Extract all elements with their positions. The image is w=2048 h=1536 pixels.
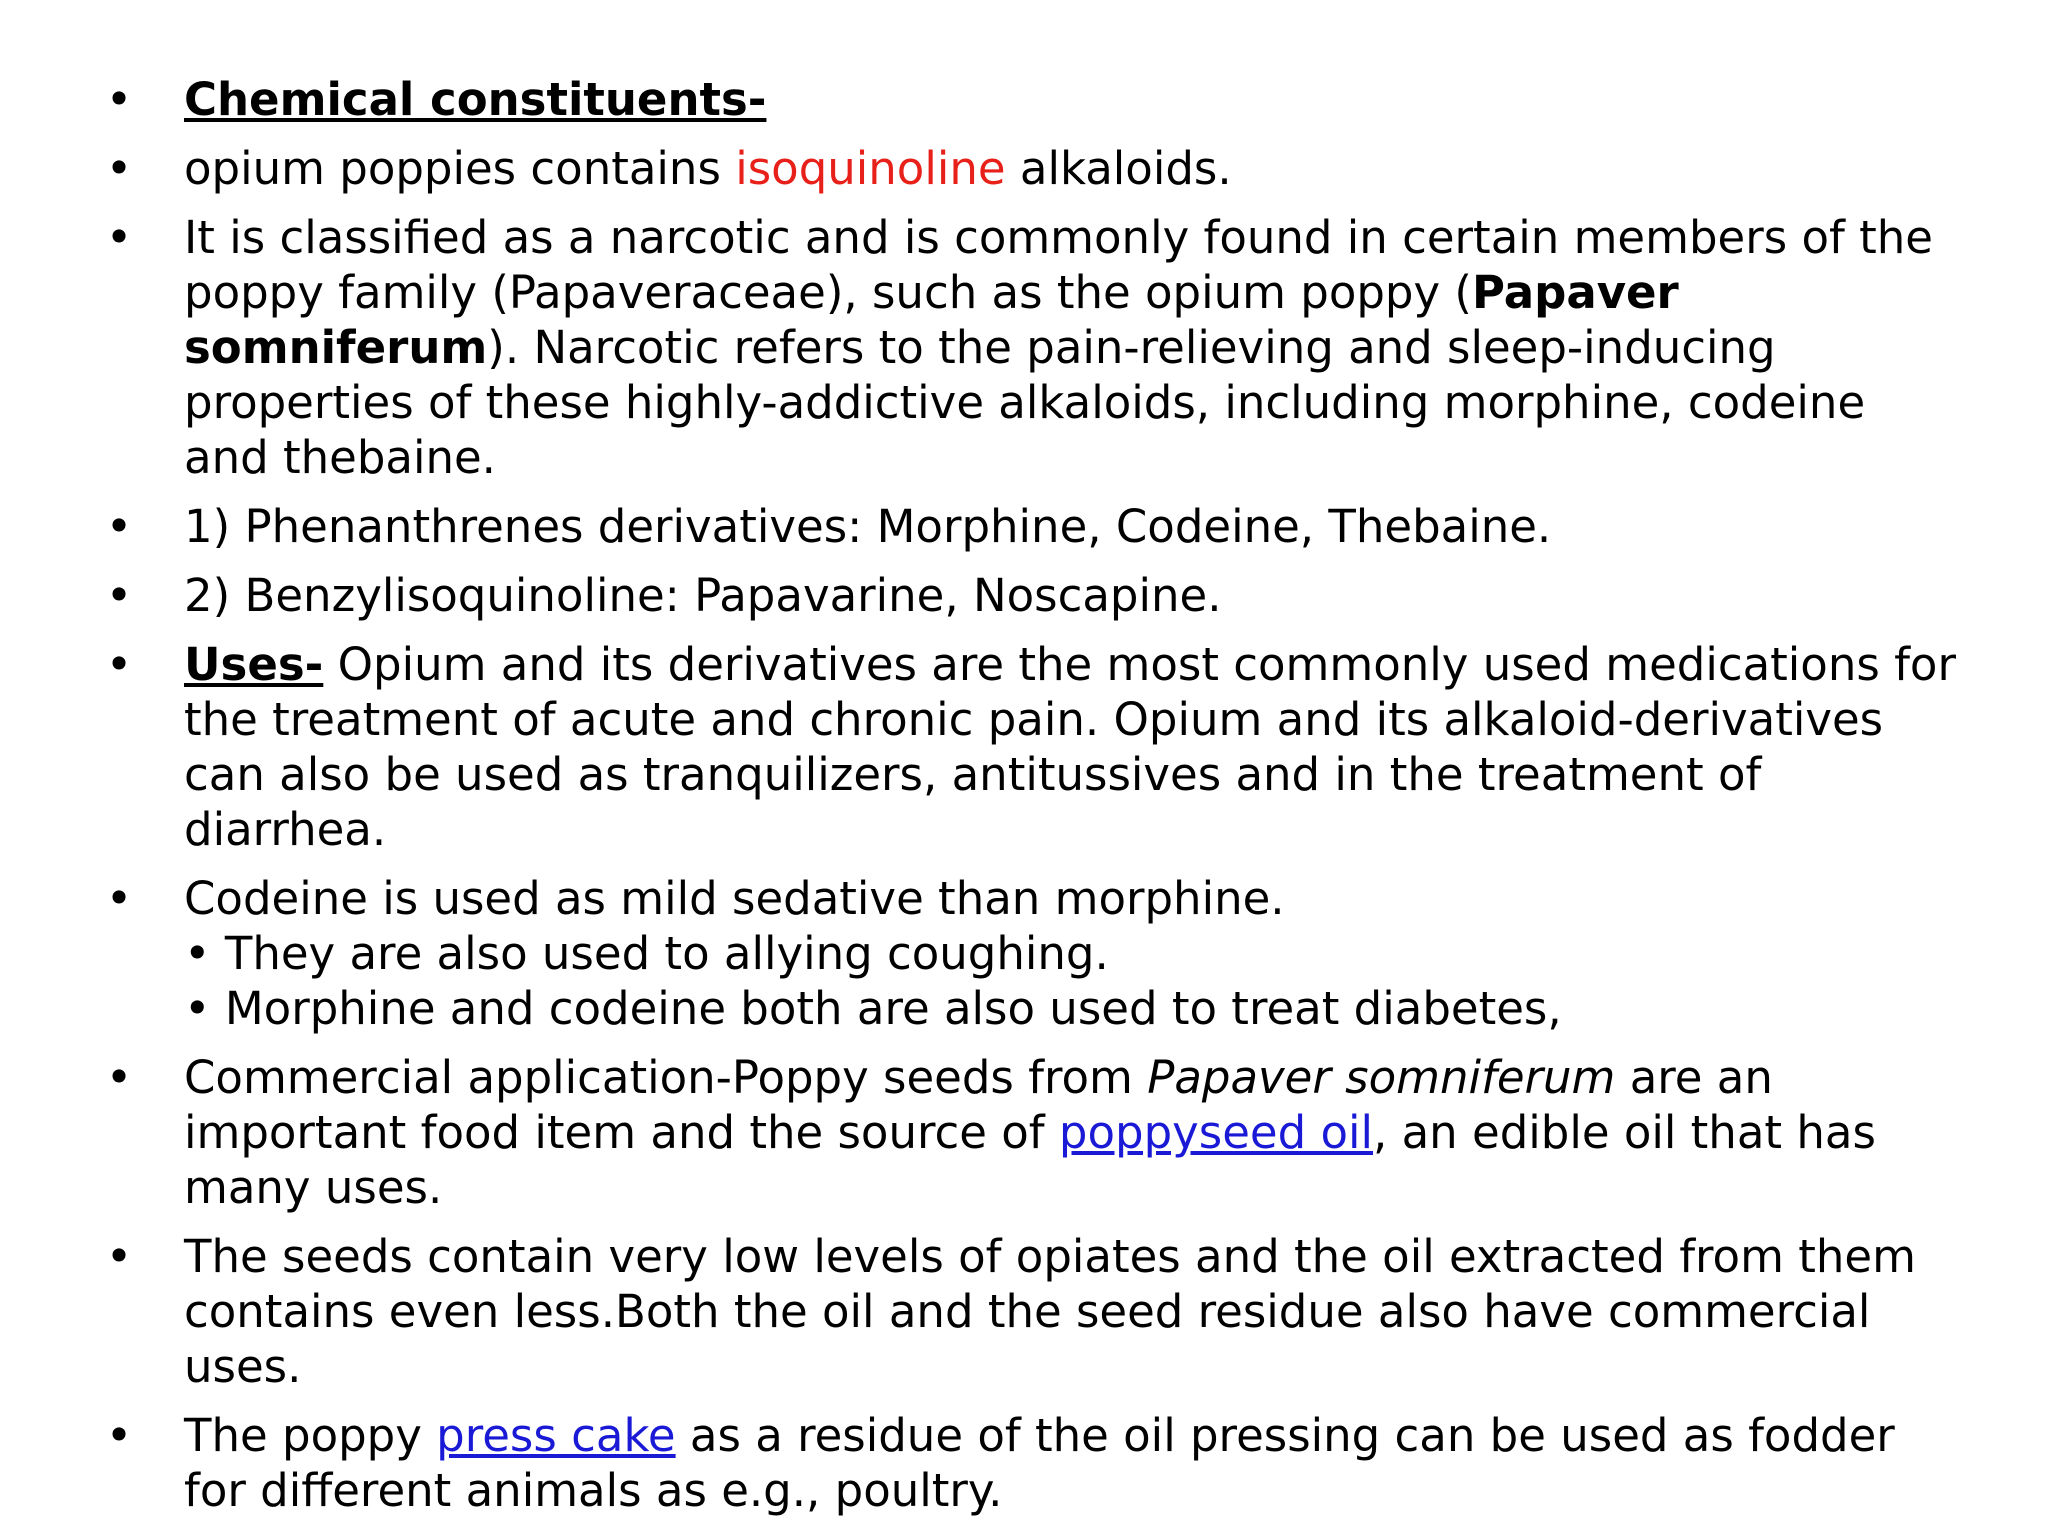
italic-species-name: Papaver somniferum xyxy=(1147,1051,1616,1104)
bullet-dot: • xyxy=(105,500,133,553)
bullet-text: opium poppies contains xyxy=(184,142,736,195)
bullet-dot: • xyxy=(105,872,133,925)
bullet-dot: • xyxy=(105,569,133,622)
bullet-text: , an edible oil that has many uses. xyxy=(184,1106,1876,1214)
bullet-text: Opium and its derivatives are the most commonly used medications for the treatment of acute and chronic pain. Opium and its alkaloid-derivatives can also be used as tranquilizers, antitussives and in the treatment of diarrhea. xyxy=(184,638,1956,856)
bullet-dot: • xyxy=(105,638,133,691)
bullet-dot: • xyxy=(105,142,133,195)
poppyseed-oil-link[interactable]: poppyseed oil xyxy=(1058,1106,1373,1159)
bullet-item-press-cake xyxy=(104,1408,1964,1518)
sub-bullet-text: • Morphine and codeine both are also used to treat diabetes, xyxy=(184,982,1562,1035)
bullet-item-isoquinoline xyxy=(104,141,1964,196)
bullet-item-benzylisoquinoline xyxy=(104,568,1964,623)
bullet-text: Commercial application-Poppy seeds from xyxy=(184,1051,1148,1104)
bullet-dot: • xyxy=(105,73,133,126)
bullet-item-uses xyxy=(104,637,1964,857)
bullet-item-chemical-constituents xyxy=(104,72,1964,127)
bullet-text: 2) Benzylisoquinoline: Papavarine, Noscapine. xyxy=(184,569,1222,622)
sub-bullet-text: • They are also used to allying coughing. xyxy=(184,927,1109,980)
bullet-list xyxy=(104,72,1964,1532)
bullet-item-narcotic xyxy=(104,210,1964,485)
bullet-text: as a residue of the oil pressing can be used as fodder for different animals as e.g., poultry. xyxy=(184,1409,1895,1517)
bold-species-name: Papaver somniferum xyxy=(184,266,1679,374)
bullet-dot: • xyxy=(105,1409,133,1462)
press-cake-link[interactable]: press cake xyxy=(436,1409,676,1462)
section-heading: Chemical constituents- xyxy=(184,73,767,126)
bullet-item-phenanthrenes xyxy=(104,499,1964,554)
bullet-text: 1) Phenanthrenes derivatives: Morphine, Codeine, Thebaine. xyxy=(184,500,1552,553)
uses-label: Uses- xyxy=(184,638,324,691)
bullet-text: alkaloids. xyxy=(1005,142,1232,195)
bullet-item-commercial-application xyxy=(104,1050,1964,1215)
bullet-dot: • xyxy=(105,1051,133,1104)
bullet-text: It is classified as a narcotic and is commonly found in certain members of the poppy family (Papaveraceae), such as the opium poppy ( xyxy=(184,211,1933,319)
bullet-text: ). Narcotic refers to the pain-relieving and sleep-inducing properties of these highly-addictive alkaloids, including morphine, codeine and thebaine. xyxy=(184,321,1866,484)
bullet-item-seeds xyxy=(104,1229,1964,1394)
bullet-dot: • xyxy=(105,211,133,264)
bullet-text: are an important food item and the source of xyxy=(184,1051,1773,1159)
bullet-item-codeine xyxy=(104,871,1964,1036)
bullet-text: Codeine is used as mild sedative than morphine. xyxy=(184,872,1285,925)
bullet-text: The poppy xyxy=(184,1409,437,1462)
bullet-text: The seeds contain very low levels of opiates and the oil extracted from them contains even less.Both the oil and the seed residue also have commercial uses. xyxy=(184,1230,1916,1393)
bullet-dot: • xyxy=(105,1230,133,1283)
highlighted-term: isoquinoline xyxy=(735,142,1006,195)
